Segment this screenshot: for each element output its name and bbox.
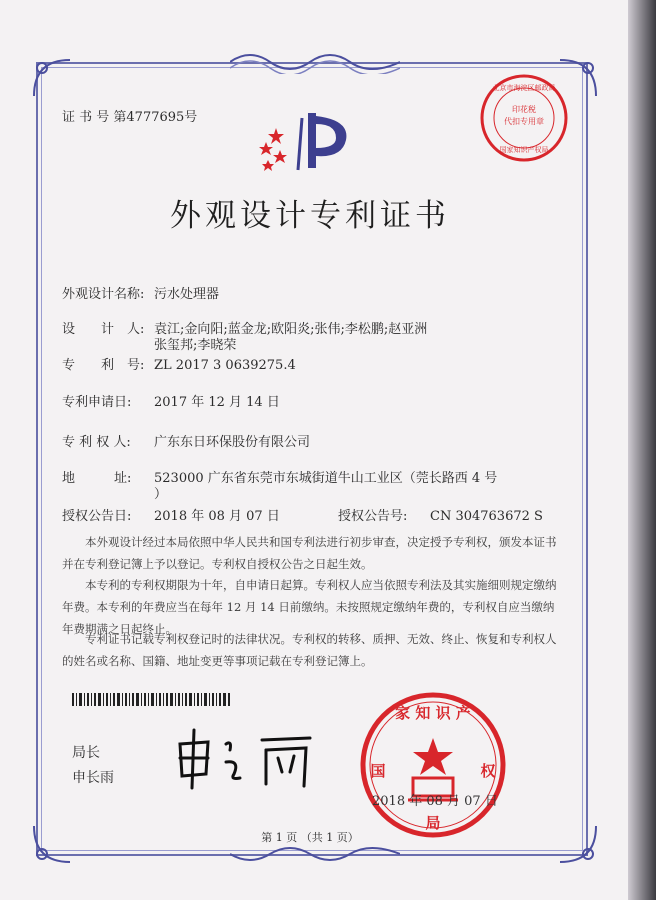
svg-text:北京市海淀区邮政局: 北京市海淀区邮政局 — [492, 84, 556, 92]
design-name-value: 污水处理器 — [154, 287, 220, 302]
director-signature — [170, 722, 320, 792]
grant-number-label: 授权公告号: — [338, 509, 408, 524]
patent-number-value: ZL 2017 3 0639275.4 — [154, 358, 296, 373]
director-title: 局长 — [72, 745, 100, 761]
address-row — [62, 467, 497, 486]
grant-date-value: 2018 年 08 月 07 日 — [154, 509, 280, 524]
address-row-cont — [154, 483, 167, 502]
statement-paragraph-2: 本专利的专利权期限为十年，自申请日起算。专利权人应当依照专利法及其实施细则规定缴纳年费。本专利的年费应当在每年 12 月 14 日前缴纳。未按照规定缴纳年费的，专利权自应当缴纳年费期满之日起终止。 — [62, 578, 557, 636]
certificate-number: 证 书 号 第4777695号 — [62, 110, 198, 125]
official-red-seal — [358, 690, 508, 840]
patent-number-label: 专 利 号: — [62, 358, 145, 373]
director-name: 申长雨 — [72, 770, 114, 786]
tax-stamp-seal — [478, 72, 570, 164]
svg-text:印花税: 印花税 — [512, 105, 536, 114]
grant-date-label: 授权公告日: — [62, 509, 132, 524]
address-label: 地 址: — [62, 471, 132, 486]
filing-date-row — [62, 391, 280, 410]
top-border-ornament — [230, 48, 400, 74]
filing-date-value: 2017 年 12 月 14 日 — [154, 395, 280, 410]
bottom-border-ornament — [230, 846, 400, 868]
address-value-line2: ） — [154, 487, 168, 502]
patent-number-row — [62, 354, 296, 373]
designers-label: 设 计 人: — [62, 322, 145, 337]
patentee-row — [62, 431, 310, 450]
grant-number-row — [338, 505, 543, 524]
certificate-title: 外观设计专利证书 — [170, 198, 450, 234]
filing-date-label: 专利申请日: — [62, 395, 132, 410]
svg-text:家 知 识 产: 家 知 识 产 — [395, 704, 471, 722]
svg-text:权: 权 — [480, 762, 496, 780]
design-name-label: 外观设计名称: — [62, 287, 145, 302]
svg-text:国: 国 — [370, 762, 386, 780]
designers-row — [62, 318, 427, 337]
grant-number-value: CN 304763672 S — [430, 509, 543, 524]
seal-date: 2018 年 08 月 07 日 — [372, 794, 498, 809]
designers-value-line1: 袁江;金向阳;蓝金龙;欧阳炎;张伟;李松鹏;赵亚洲 — [154, 322, 428, 337]
grant-date-row — [62, 505, 280, 524]
design-name-row — [62, 283, 219, 302]
corner-ornament-top-left — [30, 56, 74, 100]
patent-office-emblem — [258, 108, 358, 178]
barcode — [72, 693, 232, 706]
designers-value-line2: 张玺邦;李晓荣 — [154, 338, 237, 353]
address-value-line1: 523000 广东省东莞市东城街道牛山工业区（莞长路西 4 号 — [154, 471, 498, 486]
designers-row-cont — [154, 334, 236, 353]
patentee-value: 广东东日环保股份有限公司 — [154, 435, 311, 450]
statement-paragraph-1: 本外观设计经过本局依照中华人民共和国专利法进行初步审查，决定授予专利权，颁发本证书并在专利登记簿上予以登记。专利权自授权公告之日起生效。 — [62, 535, 557, 571]
svg-text:国家知识产权局: 国家知识产权局 — [499, 146, 549, 154]
patentee-label: 专 利 权 人: — [62, 435, 131, 450]
statement-paragraph-3: 专利证书记载专利权登记时的法律状况。专利权的转移、质押、无效、终止、恢复和专利权人的姓名或名称、国籍、地址变更等事项记载在专利登记簿上。 — [62, 632, 557, 668]
sheet-shadow-edge — [628, 0, 656, 900]
svg-text:代扣专用章: 代扣专用章 — [504, 117, 544, 126]
svg-text:局: 局 — [425, 814, 441, 832]
page-number: 第 1 页 （共 1 页） — [261, 831, 359, 844]
